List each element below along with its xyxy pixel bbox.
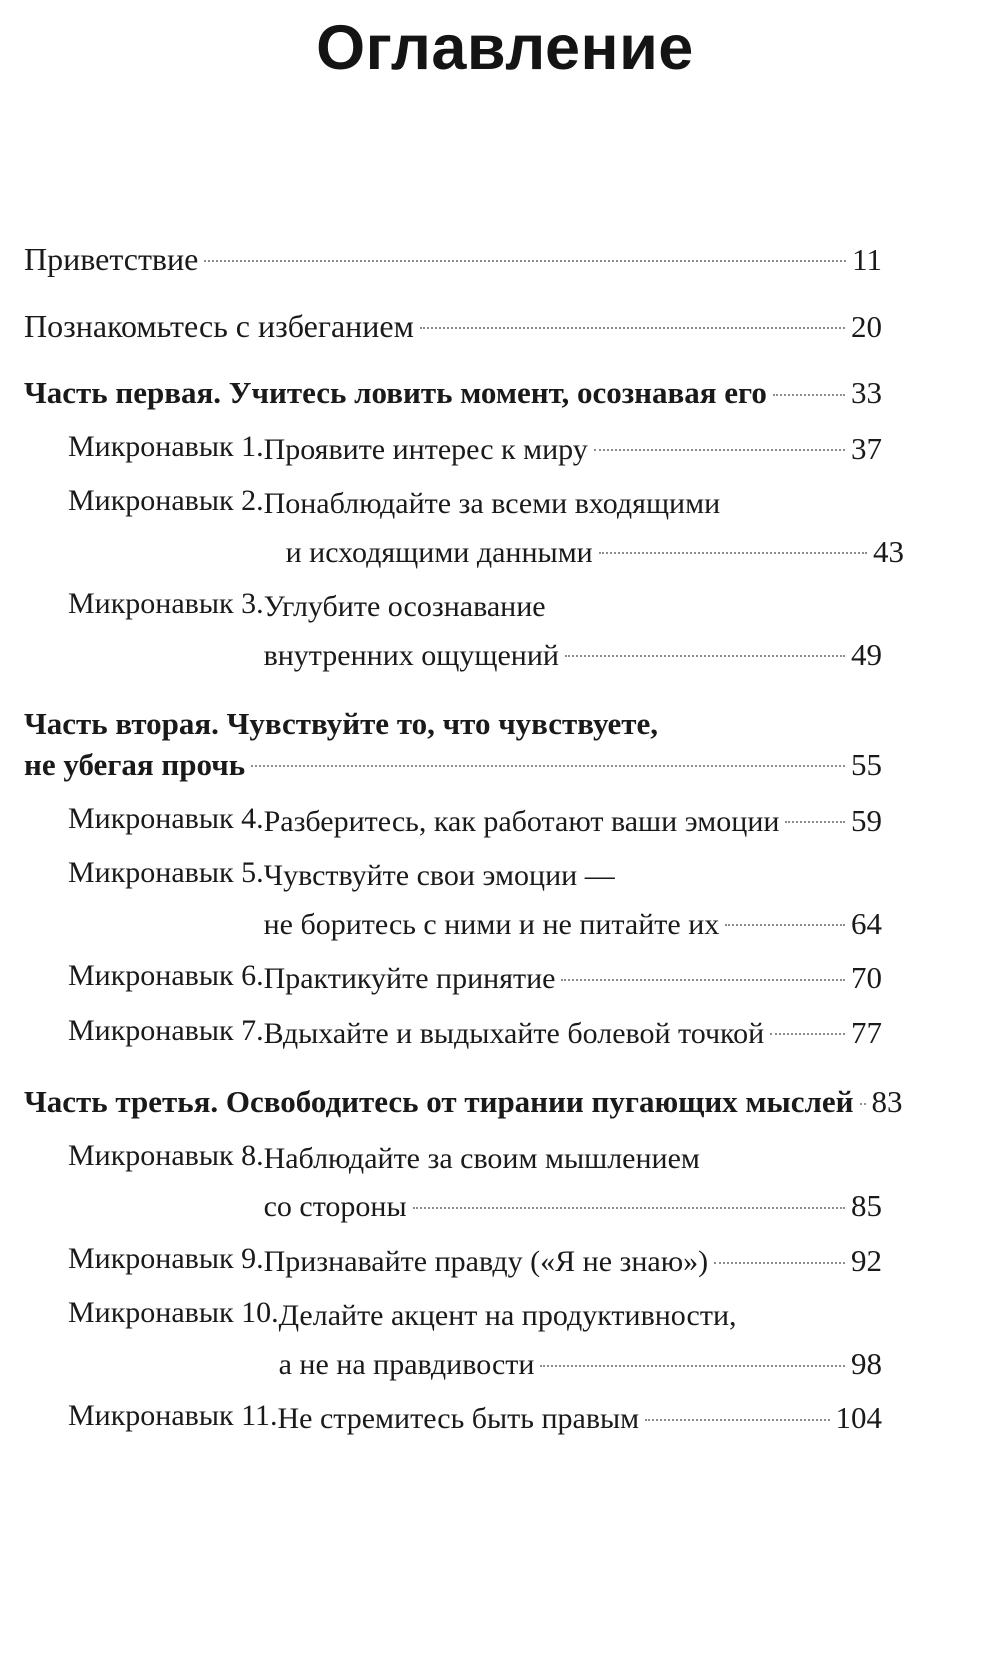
- toc-skill-9[interactable]: [24, 1241, 882, 1280]
- leader-dots: [561, 958, 845, 988]
- toc-skill-page: 85: [851, 1188, 882, 1224]
- toc-skill-key: Микронавык 7.: [68, 1013, 264, 1047]
- toc-skill-page: 49: [851, 636, 882, 672]
- toc-part-page: 33: [851, 375, 882, 410]
- leader-dots: [420, 305, 845, 337]
- toc-skill-page: 70: [851, 960, 882, 996]
- leader-dots: [251, 744, 845, 775]
- toc-skill-page: 59: [851, 802, 882, 838]
- toc-skill-title: Наблюдайте за своим мышлением: [263, 1141, 700, 1175]
- leader-spacer: [621, 855, 876, 885]
- toc-part-page: 55: [851, 746, 882, 782]
- toc-list: [24, 238, 904, 1453]
- toc-skill-2[interactable]: [24, 483, 904, 570]
- toc-skill-title: Вдыхайте и выдыхайте болевой точкой: [263, 1016, 765, 1050]
- toc-skill-title-cont: не боритесь с ними и не питайте их: [263, 907, 720, 941]
- toc-skill-title: Углубите осознавание: [263, 590, 546, 624]
- toc-skill-title: Чувствуйте свои эмоции —: [263, 859, 615, 893]
- toc-entry-front-1[interactable]: [24, 305, 882, 342]
- toc-entry-front-0[interactable]: [24, 238, 882, 275]
- leader-spacer: [552, 586, 876, 616]
- toc-skill-title-cont: и исходящими данными: [285, 535, 593, 569]
- toc-skill-page: 64: [851, 905, 882, 941]
- toc-skill-title-cont: внутренних ощущений: [263, 638, 559, 672]
- toc-skill-key: Микронавык 1.: [68, 429, 264, 463]
- leader-spacer: [726, 483, 876, 513]
- toc-skill-key: Микронавык 8.: [68, 1138, 264, 1172]
- leader-dots: [565, 635, 845, 665]
- toc-skill-page: 98: [851, 1345, 882, 1381]
- toc-part-heading-1[interactable]: [24, 372, 882, 413]
- toc-skill-title: Не стремитесь быть правым: [277, 1402, 640, 1436]
- toc-skill-title: Проявите интерес к миру: [263, 432, 588, 466]
- leader-dots: [725, 904, 845, 934]
- toc-skill-10[interactable]: [24, 1295, 882, 1382]
- toc-skill-key: Микронавык 6.: [68, 959, 264, 993]
- toc-skill-title-cont: со стороны: [263, 1190, 407, 1224]
- leader-dots: [540, 1344, 845, 1374]
- toc-skill-title: Понаблюдайте за всеми входящими: [263, 487, 721, 521]
- leader-spacer: [664, 703, 876, 734]
- toc-skill-8[interactable]: [24, 1138, 882, 1225]
- leader-dots: [594, 429, 845, 459]
- toc-skill-title: Разберитесь, как работают ваши эмоции: [263, 804, 780, 838]
- toc-part-heading-2[interactable]: [24, 703, 882, 784]
- toc-entry-title: Познакомьтесь с избеганием: [24, 308, 414, 344]
- toc-skill-11[interactable]: [24, 1398, 882, 1437]
- toc-skill-key: Микронавык 9.: [68, 1241, 264, 1275]
- leader-dots: [413, 1186, 845, 1216]
- leader-spacer: [706, 1138, 876, 1168]
- toc-part-title-line2: не убегая прочь: [24, 746, 246, 782]
- toc-entry-page: 20: [851, 309, 882, 344]
- toc-skill-key: Микронавык 4.: [68, 801, 264, 835]
- toc-skill-5[interactable]: [24, 855, 882, 942]
- toc-skill-page: 92: [851, 1242, 882, 1278]
- leader-spacer: [743, 1295, 876, 1325]
- leader-dots: [860, 1081, 866, 1112]
- leader-dots: [773, 372, 845, 403]
- leader-dots: [599, 532, 867, 562]
- toc-skill-key: Микронавык 11.: [68, 1399, 278, 1433]
- leader-dots: [770, 1013, 845, 1043]
- toc-skill-key: Микронавык 3.: [68, 587, 264, 621]
- toc-entry-title: Приветствие: [24, 241, 199, 277]
- toc-part-page: 83: [871, 1084, 903, 1120]
- toc-skill-3[interactable]: [24, 586, 882, 673]
- toc-skill-title: Признавайте правду («Я не знаю»): [263, 1244, 709, 1278]
- page-title: Оглавление: [316, 13, 694, 83]
- toc-skill-key: Микронавык 5.: [68, 856, 264, 890]
- leader-dots: [204, 238, 846, 270]
- leader-dots: [785, 801, 845, 831]
- toc-part-title-line1: Часть третья. Освободитесь от тирании пугающих мыслей: [24, 1084, 854, 1120]
- toc-skill-key: Микронавык 10.: [68, 1296, 279, 1330]
- toc-skill-title: Практикуйте принятие: [263, 962, 556, 996]
- toc-skill-1[interactable]: [24, 429, 882, 468]
- toc-skill-page: 43: [873, 533, 904, 569]
- toc-part-title-line1: Часть первая. Учитесь ловить момент, осознавая его: [24, 375, 767, 410]
- toc-skill-4[interactable]: [24, 801, 882, 840]
- toc-skill-title: Делайте акцент на продуктивности,: [278, 1299, 737, 1333]
- toc-skill-7[interactable]: [24, 1013, 882, 1052]
- toc-skill-page: 77: [851, 1014, 882, 1050]
- toc-part-heading-3[interactable]: [24, 1081, 903, 1122]
- toc-skill-page: 104: [835, 1400, 882, 1436]
- toc-skill-key: Микронавык 2.: [68, 484, 264, 518]
- toc-skill-6[interactable]: [24, 958, 882, 997]
- leader-dots: [714, 1241, 845, 1271]
- toc-part-title-line1: Часть вторая. Чувствуйте то, что чувствуете,: [24, 706, 659, 742]
- toc-skill-page: 37: [851, 430, 882, 466]
- toc-skill-title-cont: а не на правдивости: [278, 1347, 535, 1381]
- leader-dots: [645, 1398, 829, 1428]
- toc-entry-page: 11: [852, 242, 882, 277]
